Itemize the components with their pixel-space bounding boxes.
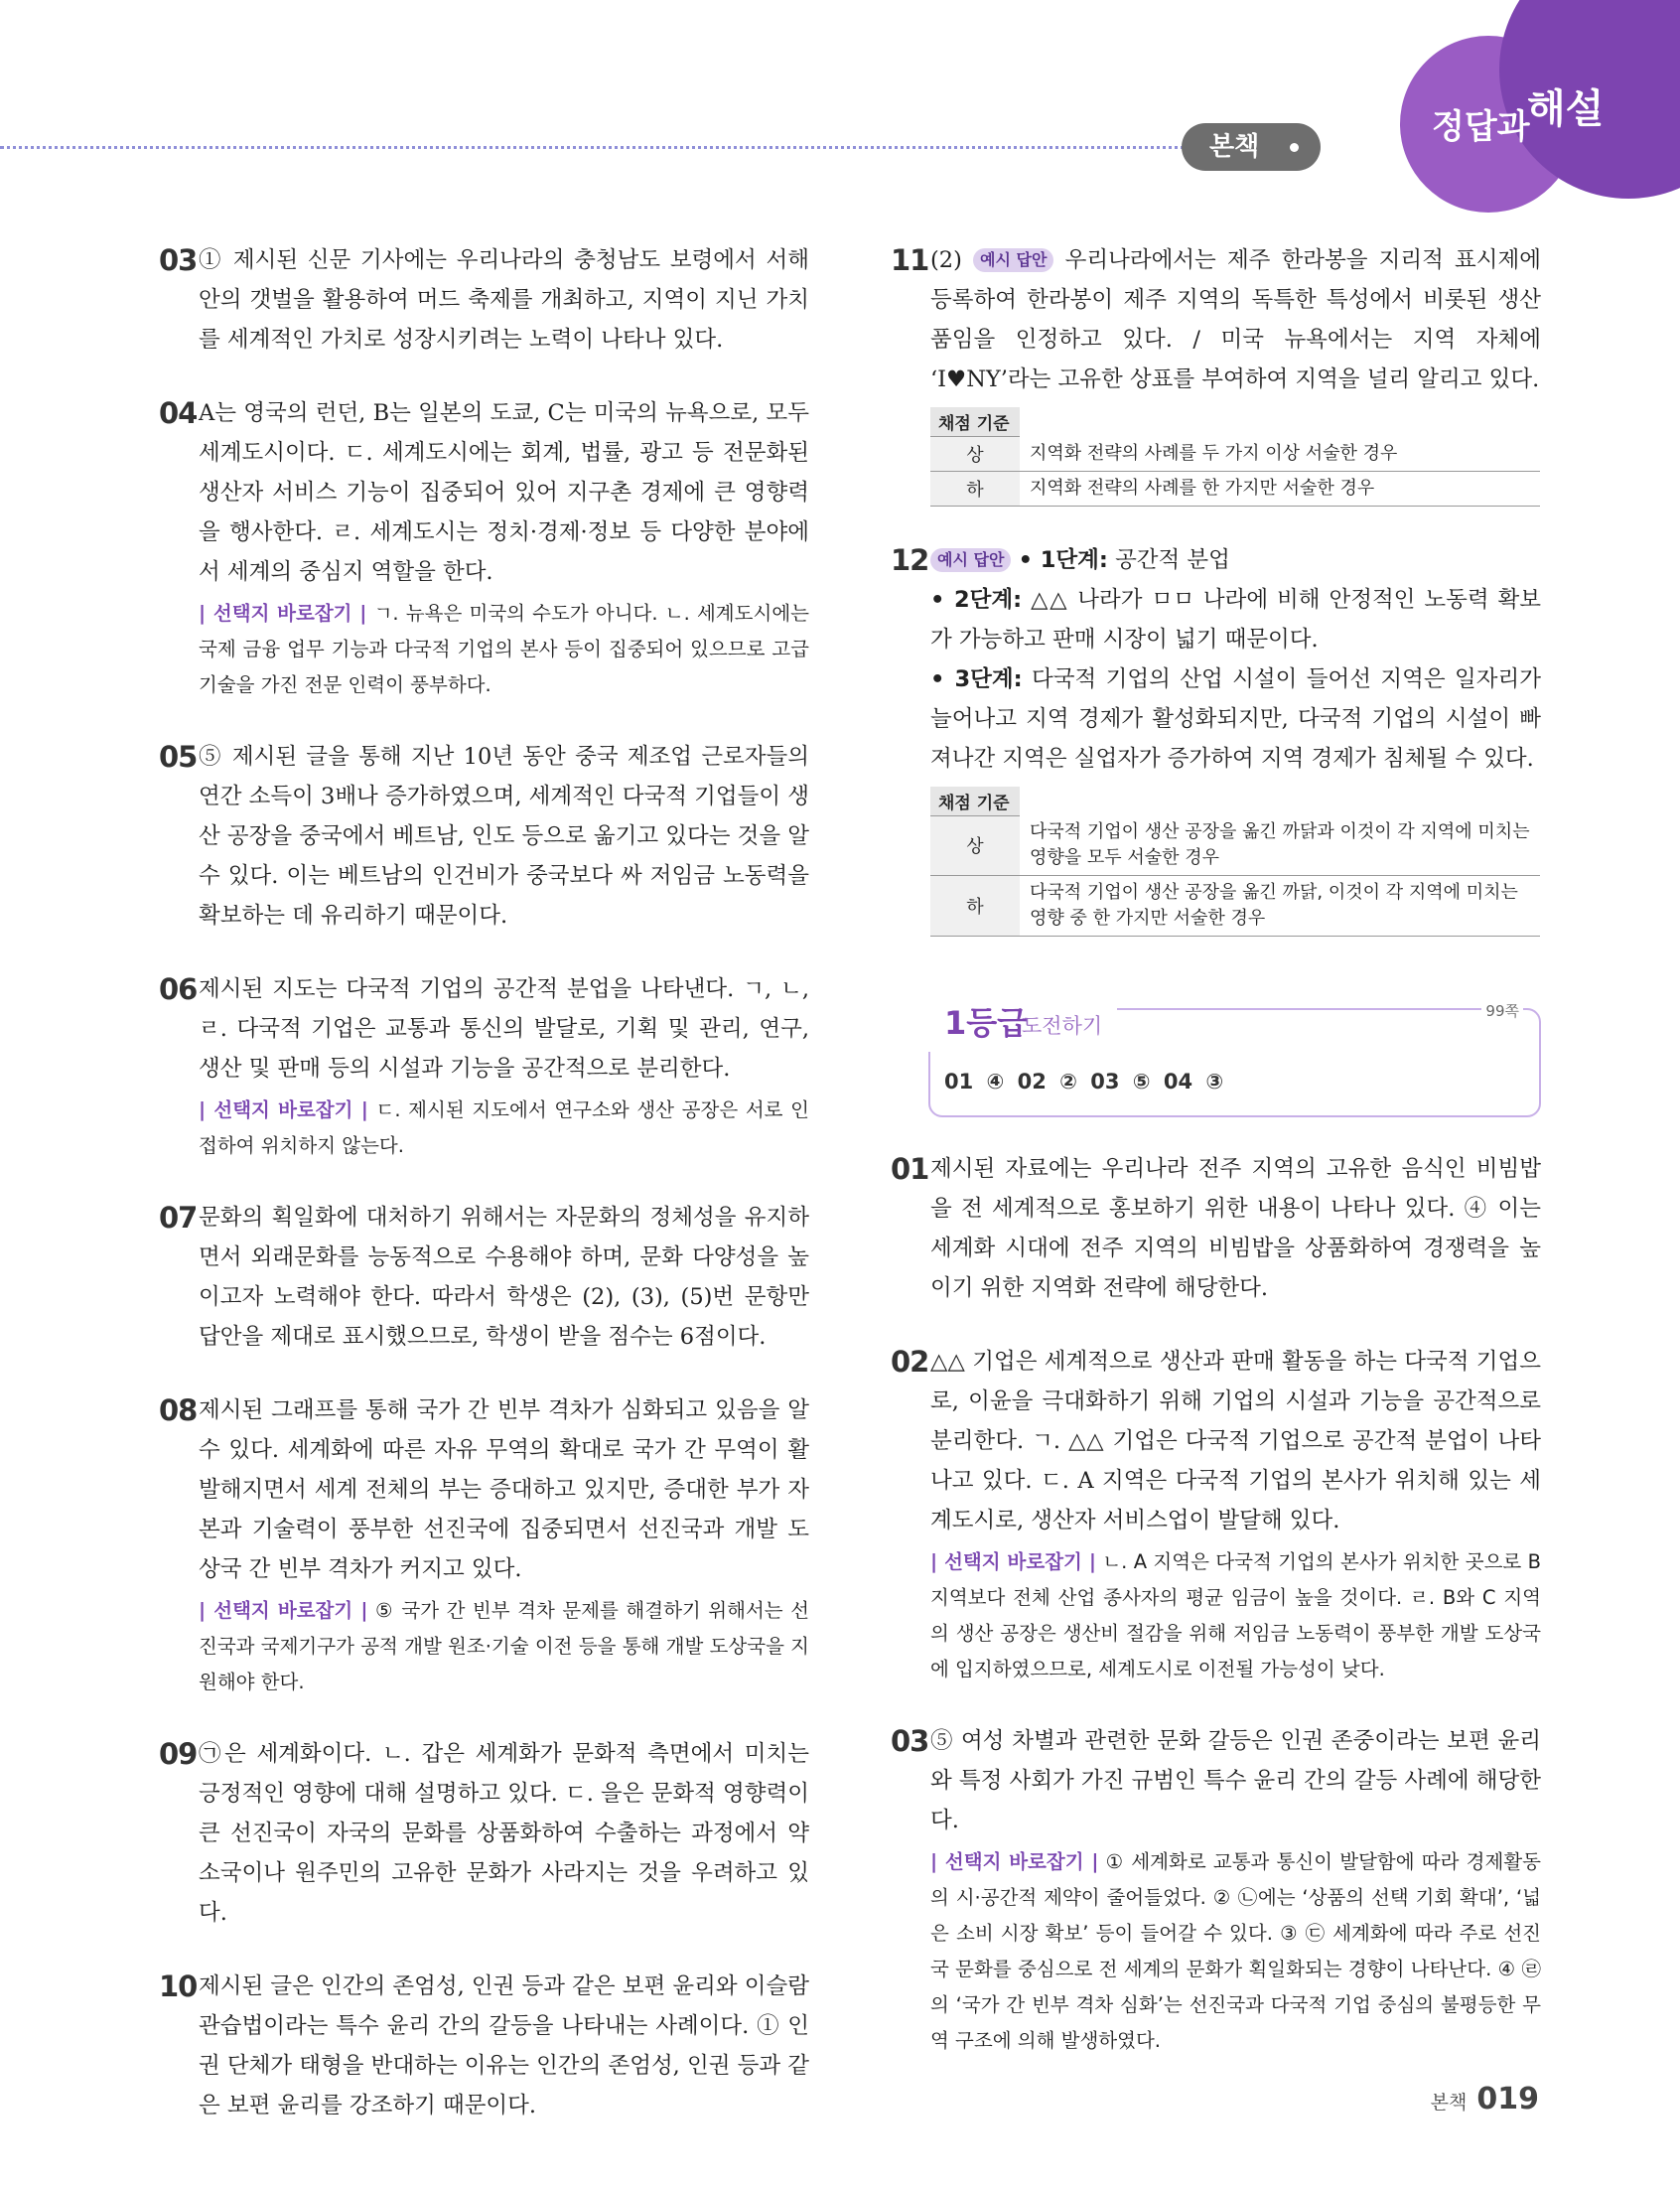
answer-text: ⑤ 제시된 글을 통해 지난 10년 동안 중국 제조업 근로자들의 연간 소득이 3배나 증가하였으며, 세계적인 다국적 기업들이 생산 공장을 중국에서 베트남, 인도 등으로 옮기고 있다는 것을 알 수 있다. 이는 베트남의 인건비가 중국보다 싸 저임금 노동력을 확보하는 데 유리하기 때문이다. xyxy=(199,744,809,929)
answer-text: ① 제시된 신문 기사에는 우리나라의 충청남도 보령에서 서해안의 갯벌을 활용하여 머드 축제를 개최하고, 지역이 지닌 가치를 세계적인 가치로 성장시키려는 노력이 나타나 있다. xyxy=(199,247,809,353)
choice-correction-text: ① 세계화로 교통과 통신이 발달함에 따라 경제활동의 시·공간적 제약이 줄어들었다. ② ㉡에는 ‘상품의 선택 기회 확대’, ‘넓은 소비 시장 확보’ 등이 들어갈 수 있다. ③ ㉢ 세계화에 따라 주로 선진국 문화를 중심으로 전 세계의 문화가 획일화되는 경향이 나타난다. ④ ㉣의 ‘국가 간 빈부 격차 심화’는 선진국과 다국적 기업 중심의 불평등한 무역 구조에 의해 발생하였다. xyxy=(930,1850,1541,2052)
answer-text: ㉠은 세계화이다. ㄴ. 갑은 세계화가 문화적 측면에서 미치는 긍정적인 영향에 대해 설명하고 있다. ㄷ. 을은 문화적 영향력이 큰 선진국이 자국의 문화를 상품화하여 수출하는 과정에서 약소국이나 원주민의 고유한 문화가 사라지는 것을 우려하고 있다. xyxy=(199,1741,809,1926)
grading-level: 상 xyxy=(930,815,1020,876)
grading-desc: 다국적 기업이 생산 공장을 옮긴 까닭, 이것이 각 지역에 미치는 영향 중 한 가지만 서술한 경우 xyxy=(1020,876,1540,937)
choice-correction xyxy=(930,1544,1541,1687)
answer-text: △△ 기업은 세계적으로 생산과 판매 활동을 하는 다국적 기업으로, 이윤을 극대화하기 위해 기업의 시설과 기능을 공간적으로 분리한다. ㄱ. △△ 기업은 다국적 기업으로 공간적 분업이 나타나고 있다. ㄷ. A 지역은 다국적 기업의 본사가 위치해 있는 세계도시로, 생산자 서비스업이 발달해 있다. xyxy=(930,1349,1541,1533)
question-number: 05 xyxy=(159,740,198,774)
section-tab xyxy=(1182,123,1321,171)
question-number: 01 xyxy=(891,1152,929,1186)
page-footer xyxy=(1431,2082,1539,2116)
choice-correction xyxy=(199,1093,809,1164)
question-number: 02 xyxy=(891,1345,929,1379)
challenge-answer-key: 01 ④ 02 ② 03 ⑤ 04 ③ xyxy=(944,1070,1224,1094)
grading-desc: 지역화 전략의 사례를 두 가지 이상 서술한 경우 xyxy=(1020,437,1540,472)
choice-correction xyxy=(199,596,809,703)
step-label: • 1단계: xyxy=(1018,546,1108,573)
question-number: 04 xyxy=(159,396,198,430)
step-2 xyxy=(930,580,1541,659)
grading-desc: 다국적 기업이 생산 공장을 옮긴 까닭과 이것이 각 지역에 미치는 영향을 모두 서술한 경우 xyxy=(1020,815,1540,876)
header-dotted-line xyxy=(0,146,1221,149)
choice-correction-text: ㄷ. 제시된 지도에서 연구소와 생산 공장은 서로 인접하여 위치하지 않는다. xyxy=(199,1098,809,1157)
answer-07 xyxy=(159,1198,809,1357)
step-text: 다국적 기업의 산업 시설이 들어선 지역은 일자리가 늘어나고 지역 경제가 활성화되지만, 다국적 기업의 시설이 빠져나간 지역은 실업자가 증가하여 지역 경제가 침체될 수 있다. xyxy=(930,665,1541,772)
section-tab-label: 본책 xyxy=(1209,132,1260,162)
grading-level: 상 xyxy=(930,437,1020,472)
sub-question-label: (2) xyxy=(930,247,962,273)
answer-body: 우리나라에서는 제주 한라봉을 지리적 표시제에 등록하여 한라봉이 제주 지역의 독특한 특성에서 비롯된 생산품임을 인정하고 있다. / 미국 뉴욕에서는 지역 자체에 ‘I♥NY’라는 고유한 상표를 부여하여 지역을 널리 알리고 있다. xyxy=(930,247,1541,392)
answer-09 xyxy=(159,1734,809,1933)
challenge-answer-02 xyxy=(891,1342,1541,1687)
answer-03 xyxy=(159,240,809,360)
question-number: 12 xyxy=(891,542,929,577)
grading-desc: 지역화 전략의 사례를 한 가지만 서술한 경우 xyxy=(1020,471,1540,506)
question-number: 06 xyxy=(159,972,198,1006)
grading-row xyxy=(930,815,1540,876)
choice-correction-label: | 선택지 바로잡기 | xyxy=(199,1098,368,1121)
choice-correction-text: ⑤ 국가 간 빈부 격차 문제를 해결하기 위해서는 선진국과 국제기구가 공적 개발 원조·기술 이전 등을 통해 개발 도상국을 지원해야 한다. xyxy=(199,1599,809,1693)
answer-text: ⑤ 여성 차별과 관련한 문화 갈등은 인권 존중이라는 보편 윤리와 특정 사회가 가진 규범인 특수 윤리 간의 갈등 사례에 해당한다. xyxy=(930,1728,1541,1833)
step-label: • 2단계: xyxy=(930,586,1023,613)
grading-title: 채점 기준 xyxy=(930,787,1020,816)
question-number: 08 xyxy=(159,1393,198,1427)
answer-05 xyxy=(159,737,809,936)
question-number: 09 xyxy=(159,1737,198,1771)
challenge-box xyxy=(928,1002,1541,1117)
question-number: 03 xyxy=(891,1724,929,1758)
choice-correction-label: | 선택지 바로잡기 | xyxy=(930,1550,1096,1573)
grading-level: 하 xyxy=(930,471,1020,506)
challenge-page-ref: 99쪽 xyxy=(1481,1000,1523,1021)
answer-text: 문화의 획일화에 대처하기 위해서는 자문화의 정체성을 유지하면서 외래문화를 능동적으로 수용해야 하며, 문화 다양성을 높이고자 노력해야 한다. 따라서 학생은 (2), (3), (5)번 문항만 답안을 제대로 표시했으므로, 학생이 받을 점수는 6점이다. xyxy=(199,1205,809,1350)
grading-row xyxy=(930,471,1540,506)
challenge-subtitle: 도전하기 xyxy=(1022,1014,1103,1038)
grading-table xyxy=(930,407,1540,507)
choice-correction-text: ㄴ. A 지역은 다국적 기업의 본사가 위치한 곳으로 B 지역보다 전체 산업 종사자의 평균 임금이 높을 것이다. ㄹ. B와 C 지역의 생산 공장은 생산비 절감을 위해 저임금 노동력이 풍부한 개발 도상국에 입지하였으므로, 세계도시로 이전될 가능성이 낮다. xyxy=(930,1550,1541,1680)
answer-text xyxy=(930,240,1541,399)
example-answer-badge: 예시 답안 xyxy=(930,548,1011,572)
challenge-answer-01 xyxy=(891,1149,1541,1308)
page-number: 019 xyxy=(1476,2082,1539,2116)
answer-11 xyxy=(891,240,1541,399)
step-3 xyxy=(930,659,1541,779)
answer-12 xyxy=(891,540,1541,779)
grading-table xyxy=(930,787,1540,938)
grading-level: 하 xyxy=(930,876,1020,937)
answer-04 xyxy=(159,393,809,703)
question-number: 10 xyxy=(159,1970,198,2003)
question-number: 03 xyxy=(159,243,198,277)
step-text: △△ 나라가 ㅁㅁ 나라에 비해 안정적인 노동력 확보 가 가능하고 판매 시장이 넓기 때문이다. xyxy=(930,586,1542,653)
answer-text: 제시된 그래프를 통해 국가 간 빈부 격차가 심화되고 있음을 알 수 있다. 세계화에 따른 자유 무역의 확대로 국가 간 무역이 활발해지면서 세계 전체의 부는 증대하고 있지만, 증대한 부가 자본과 기술력이 풍부한 선진국에 집중되면서 선진국과 개발 도상국 간 빈부 격차가 커지고 있다. xyxy=(199,1397,809,1582)
footer-label: 본책 xyxy=(1430,2092,1468,2114)
grading-title: 채점 기준 xyxy=(930,407,1020,437)
choice-correction-label: | 선택지 바로잡기 | xyxy=(930,1850,1099,1873)
choice-correction-label: | 선택지 바로잡기 | xyxy=(199,602,367,625)
choice-correction xyxy=(199,1593,809,1700)
answer-06 xyxy=(159,969,809,1164)
step-label: • 3단계: xyxy=(930,665,1023,692)
answer-text: 제시된 글은 인간의 존엄성, 인권 등과 같은 보편 윤리와 이슬람 관습법이라는 특수 윤리 간의 갈등을 나타내는 사례이다. ① 인권 단체가 태형을 반대하는 이유는 인간의 존엄성, 인권 등과 같은 보편 윤리를 강조하기 때문이다. xyxy=(199,1973,809,2118)
question-number: 07 xyxy=(159,1201,198,1235)
choice-correction-label: | 선택지 바로잡기 | xyxy=(199,1599,368,1622)
left-column xyxy=(159,240,809,2125)
grading-row xyxy=(930,437,1540,472)
choice-correction xyxy=(930,1844,1541,2059)
badge-title-answers: 정답과 xyxy=(1432,107,1530,147)
answer-08 xyxy=(159,1390,809,1700)
tab-dot-icon xyxy=(1290,143,1299,152)
answer-text: A는 영국의 런던, B는 일본의 도쿄, C는 미국의 뉴욕으로, 모두 세계도시이다. ㄷ. 세계도시에는 회계, 법률, 광고 등 전문화된 생산자 서비스 기능이 집중되어 있어 지구촌 경제에 큰 영향력을 행사한다. ㄹ. 세계도시는 정치·경제·정보 등 다양한 분야에서 세계의 중심지 역할을 한다. xyxy=(199,400,809,585)
right-column xyxy=(891,240,1541,2059)
challenge-title: 1등급 xyxy=(944,1004,1029,1042)
choice-correction-text: ㄱ. 뉴욕은 미국의 수도가 아니다. ㄴ. 세계도시에는 국제 금융 업무 기능과 다국적 기업의 본사 등이 집중되어 있으므로 고급 기술을 가진 전문 인력이 풍부하다. xyxy=(199,602,809,696)
badge-title-explanation: 해설 xyxy=(1527,86,1605,132)
step-1 xyxy=(930,540,1541,580)
grading-row xyxy=(930,876,1540,937)
example-answer-badge: 예시 답안 xyxy=(973,248,1053,272)
challenge-answer-03 xyxy=(891,1721,1541,2059)
answer-10 xyxy=(159,1967,809,2125)
answer-text: 제시된 지도는 다국적 기업의 공간적 분업을 나타낸다. ㄱ, ㄴ, ㄹ. 다국적 기업은 교통과 통신의 발달로, 기획 및 관리, 연구, 생산 및 판매 등의 시설과 기능을 공간적으로 분리한다. xyxy=(199,976,809,1082)
question-number: 11 xyxy=(891,243,929,277)
answer-text: 제시된 자료에는 우리나라 전주 지역의 고유한 음식인 비빔밥을 전 세계적으로 홍보하기 위한 내용이 나타나 있다. ④ 이는 세계화 시대에 전주 지역의 비빔밥을 상품화하여 경쟁력을 높이기 위한 지역화 전략에 해당한다. xyxy=(930,1156,1541,1301)
step-text: 공간적 분업 xyxy=(1115,546,1230,573)
